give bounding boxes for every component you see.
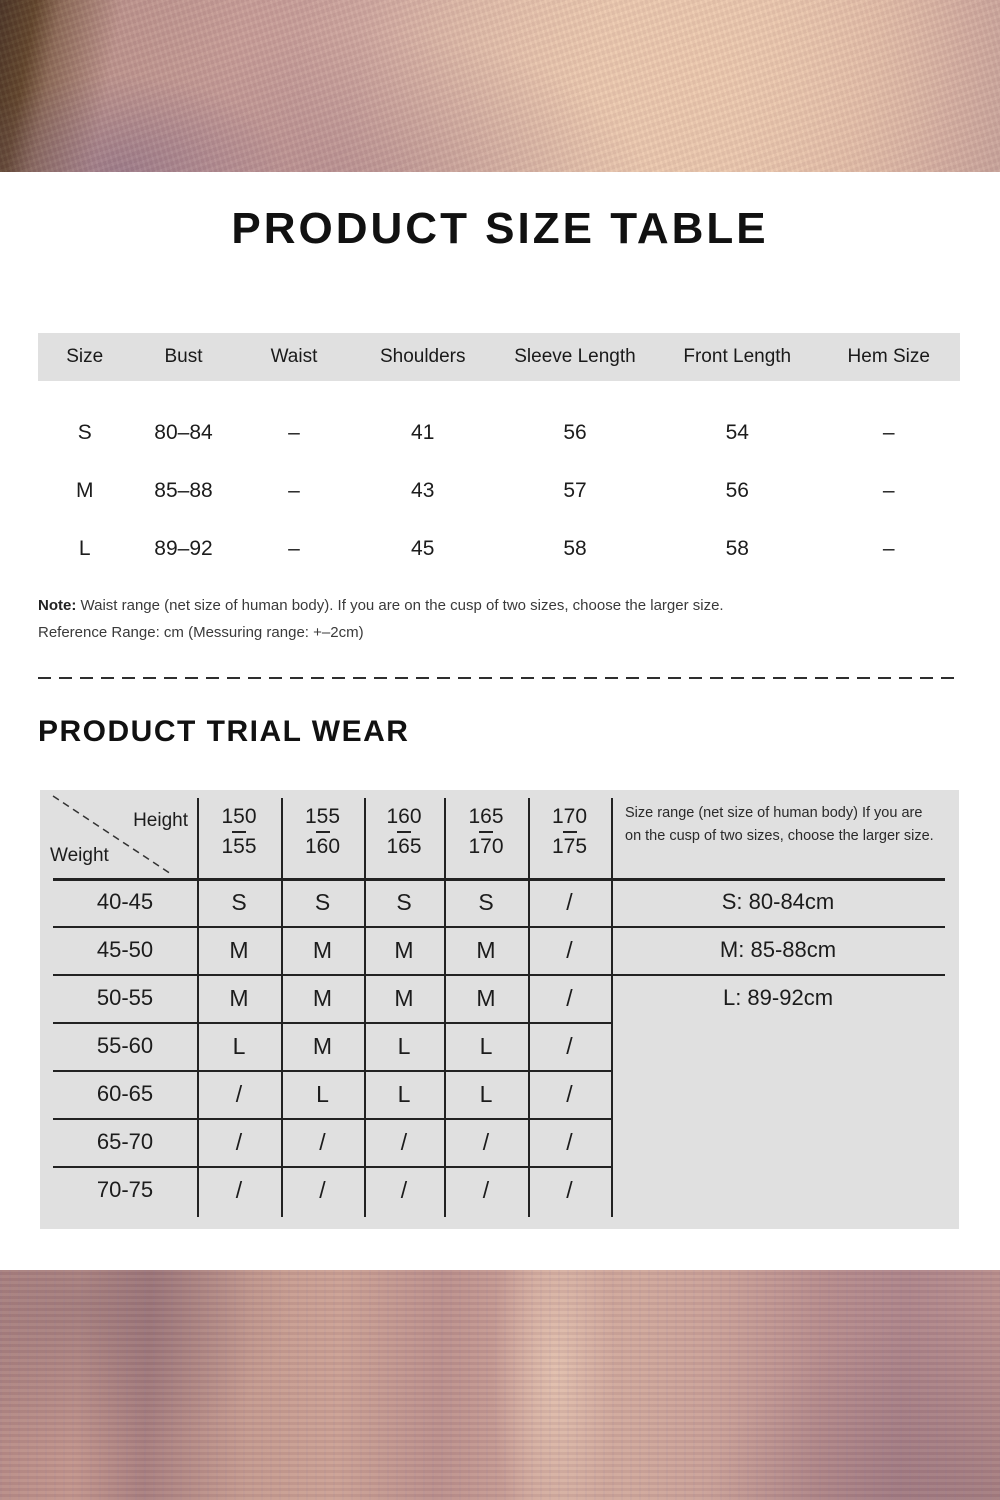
weight-row-label: 65-70: [96, 1129, 154, 1154]
height-to: 160: [304, 835, 341, 858]
height-from: 165: [468, 805, 504, 828]
size-cell: /: [235, 1177, 243, 1203]
size-table: [38, 333, 960, 578]
size-cell: L: [397, 1033, 411, 1059]
size-cell: /: [566, 889, 573, 915]
weight-row-label: 55-60: [96, 1033, 154, 1058]
note-text: Waist range (net size of human body). If you are on the cusp of two sizes, choose the larger size.: [76, 597, 724, 614]
column-header-waist: Waist: [270, 346, 318, 367]
shoulders-value: 43: [411, 479, 435, 502]
size-range-note-line2: on the cusp of two sizes, choose the larger size.: [625, 828, 934, 844]
size-cell: M: [312, 985, 333, 1011]
height-to: 155: [221, 835, 257, 858]
trial-wear-table: [40, 790, 959, 1229]
size-cell: /: [235, 1081, 243, 1107]
column-header-shoulders: Shoulders: [379, 346, 466, 367]
size-cell: M: [312, 937, 333, 963]
table-row-m: [38, 462, 960, 520]
height-to: 165: [386, 835, 422, 858]
size-cell: L: [232, 1033, 246, 1059]
reference-note: Reference Range: cm (Messuring range: +–2cm): [38, 624, 364, 641]
shoulders-value: 41: [411, 421, 435, 444]
height-range-header: [528, 806, 611, 858]
size-cell: /: [566, 1129, 573, 1155]
bust-value: 89–92: [154, 537, 213, 560]
sleeve-length-value: 56: [563, 421, 587, 444]
size-cell: M: [476, 985, 496, 1011]
height-to: 170: [468, 835, 504, 858]
size-cell: S: [478, 889, 494, 915]
size-cell: M: [229, 985, 249, 1011]
range-dash: [316, 831, 330, 833]
fabric-photo-bottom: [0, 1270, 1000, 1500]
note-label: Note:: [38, 597, 77, 614]
dashed-divider: [38, 677, 958, 679]
size-cell: /: [482, 1177, 490, 1203]
size-cell: M: [394, 937, 414, 963]
sleeve-length-value: 57: [563, 479, 587, 502]
size-cell: /: [566, 1081, 573, 1107]
trial-wear-title: PRODUCT TRIAL WEAR: [38, 715, 410, 748]
model-photo-top: [0, 0, 1000, 172]
waist-value: –: [288, 479, 300, 502]
weight-row-label: 70-75: [96, 1177, 154, 1202]
page-title: PRODUCT SIZE TABLE: [231, 204, 769, 253]
weight-row-label: 60-65: [96, 1081, 154, 1106]
column-header-sleeve-length: Sleeve Length: [514, 346, 636, 367]
weight-row-label: 40-45: [96, 889, 154, 914]
range-dash: [397, 831, 411, 833]
range-dash: [563, 831, 577, 833]
sleeve-length-value: 58: [563, 537, 587, 560]
size-note: [38, 592, 960, 619]
size-cell: /: [400, 1129, 408, 1155]
size-cell: S: [396, 889, 412, 915]
height-to: 175: [551, 835, 588, 858]
waist-value: –: [288, 537, 300, 560]
column-header-bust: Bust: [164, 346, 203, 367]
size-range-note: [625, 802, 959, 848]
waist-value: –: [288, 421, 300, 444]
size-value: M: [75, 479, 94, 502]
height-from: 170: [551, 805, 588, 828]
size-cell: /: [400, 1177, 408, 1203]
size-table-header-row: [38, 333, 960, 381]
height-range-header: [281, 806, 364, 858]
size-cell: /: [319, 1177, 326, 1203]
corner-label-height: Height: [133, 810, 188, 831]
front-length-value: 58: [725, 537, 749, 560]
bust-value: 80–84: [154, 421, 213, 444]
size-cell: S: [314, 889, 331, 915]
size-cell: S: [231, 889, 247, 915]
column-header-size: Size: [66, 346, 104, 367]
front-length-value: 54: [725, 421, 749, 444]
size-cell: /: [566, 937, 573, 963]
hem-size-value: –: [882, 421, 895, 444]
height-from: 150: [221, 805, 257, 828]
size-cell: M: [229, 937, 249, 963]
table-row-l: [38, 520, 960, 578]
size-cell: M: [394, 985, 414, 1011]
column-header-hem-size: Hem Size: [847, 346, 930, 367]
shoulders-value: 45: [411, 537, 435, 560]
size-value: S: [77, 421, 92, 444]
front-length-value: 56: [725, 479, 749, 502]
size-cell: L: [316, 1081, 329, 1107]
size-value: L: [78, 537, 91, 560]
height-range-header: [364, 806, 444, 858]
size-range-note-line1: Size range (net size of human body) If you are: [625, 805, 923, 821]
size-cell: /: [566, 1177, 573, 1203]
table-row-s: [38, 404, 960, 462]
size-cell: /: [566, 1033, 573, 1059]
weight-row-label: 45-50: [96, 937, 154, 962]
height-range-header: [197, 806, 281, 858]
hem-size-value: –: [882, 479, 895, 502]
size-cell: /: [235, 1129, 243, 1155]
range-dash: [479, 831, 493, 833]
range-dash: [232, 831, 246, 833]
size-cell: M: [476, 937, 496, 963]
column-header-front-length: Front Length: [683, 346, 792, 367]
weight-row-label: 50-55: [96, 985, 154, 1010]
size-range-m: M: 85-88cm: [719, 937, 837, 962]
size-table-body: [38, 404, 960, 578]
size-cell: M: [312, 1033, 333, 1059]
height-from: 155: [304, 805, 341, 828]
size-cell: /: [482, 1129, 490, 1155]
bust-value: 85–88: [154, 479, 213, 502]
corner-label-weight: Weight: [50, 845, 109, 866]
size-cell: /: [566, 985, 573, 1011]
size-range-s: S: 80-84cm: [721, 889, 835, 914]
size-cell: L: [397, 1081, 411, 1107]
size-cell: /: [319, 1129, 326, 1155]
height-range-header: [444, 806, 528, 858]
size-cell: L: [479, 1081, 493, 1107]
height-from: 160: [386, 805, 422, 828]
size-range-l: L: 89-92cm: [722, 985, 834, 1010]
hem-size-value: –: [882, 537, 895, 560]
size-cell: L: [479, 1033, 493, 1059]
